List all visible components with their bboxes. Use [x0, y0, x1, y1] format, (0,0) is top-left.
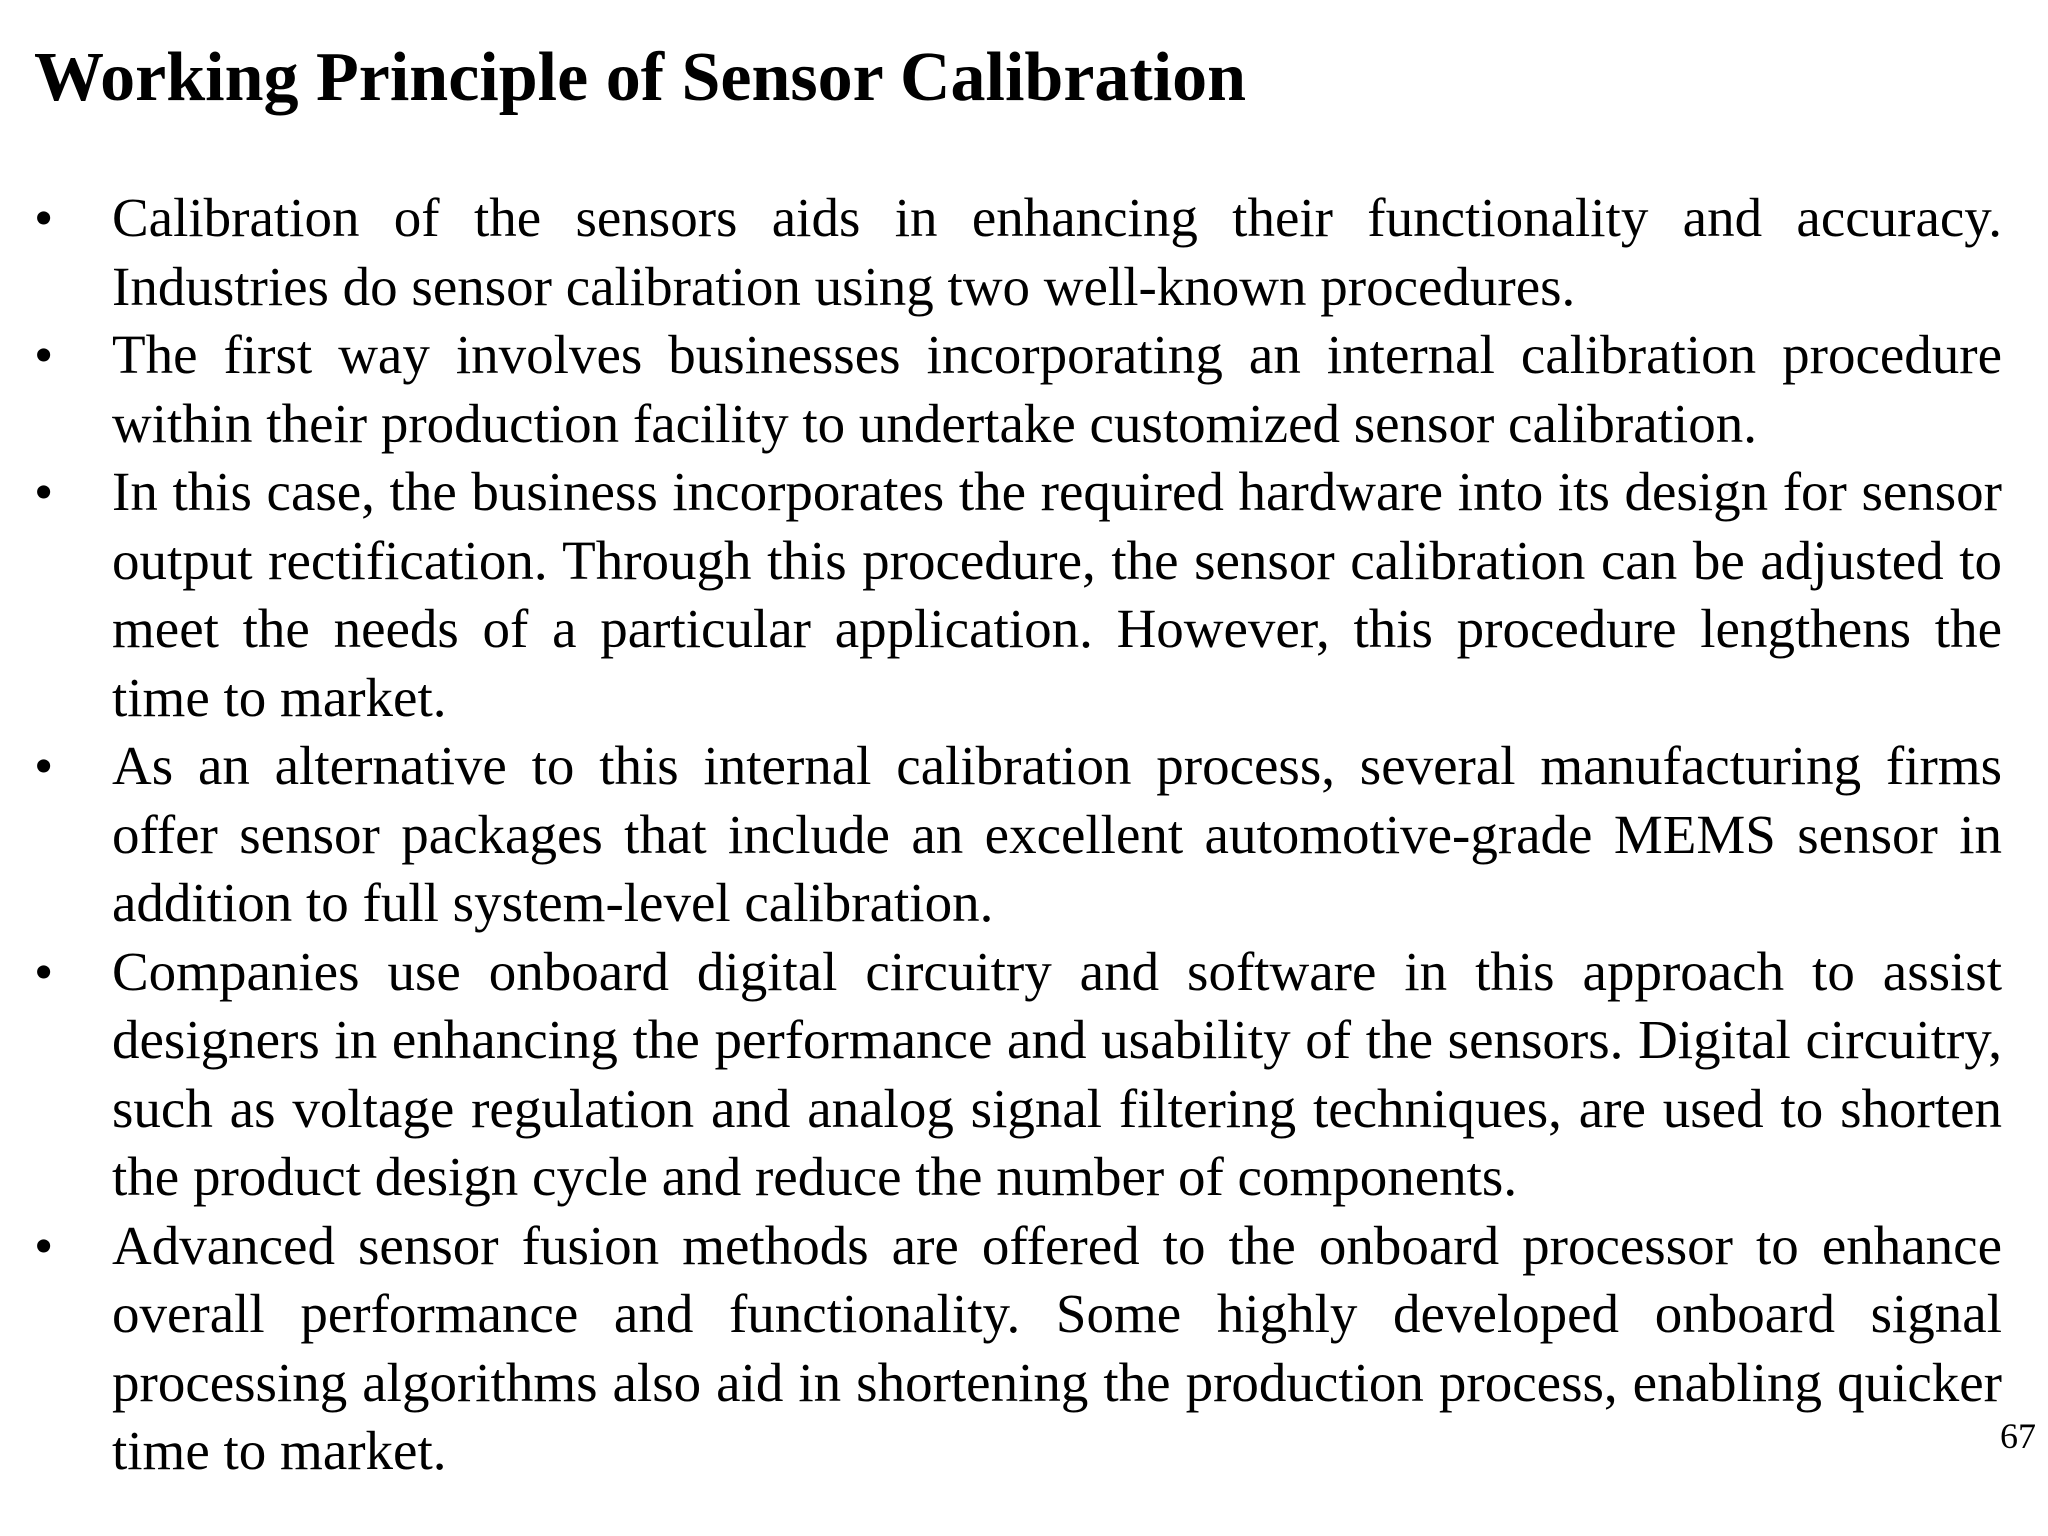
bullet-text: In this case, the business incorporates the required hardware into its design for sensor output rectification. Through this procedure, the sensor calibration can be adjusted to meet the needs of a particular application. However, this procedure lengthens the time to market.	[112, 461, 2002, 728]
bullet-item	[34, 1212, 2002, 1486]
bullet-icon: •	[34, 1214, 54, 1276]
bullet-item	[34, 184, 2002, 321]
bullet-text: As an alternative to this internal calibration process, several manufacturing firms offer sensor packages that include an excellent automotive-grade MEMS sensor in addition to full system-level calibration.	[112, 735, 2002, 933]
page-number: 67	[2000, 1416, 2036, 1456]
bullet-item	[34, 321, 2002, 458]
bullet-text: Calibration of the sensors aids in enhancing their functionality and accuracy. Industries do sensor calibration using two well-known procedures.	[112, 187, 2002, 317]
bullet-text: The first way involves businesses incorporating an internal calibration procedure within their production facility to undertake customized sensor calibration.	[112, 324, 2002, 454]
bullet-text: Companies use onboard digital circuitry and software in this approach to assist designers in enhancing the performance and usability of the sensors. Digital circuitry, such as voltage regulation and analog signal filtering techniques, are used to shorten the product design cycle and reduce the number of components.	[112, 940, 2002, 1207]
bullet-icon: •	[34, 187, 54, 248]
bullet-item	[34, 732, 2002, 938]
bullet-icon: •	[34, 324, 54, 385]
page-title: Working Principle of Sensor Calibration	[34, 39, 1247, 116]
bullet-text: Advanced sensor fusion methods are offered to the onboard processor to enhance overall performance and functionality. Some highly developed onboard signal processing algorithms also aid in shortening the production process, enabling quicker time to market.	[112, 1214, 2002, 1481]
bullet-icon: •	[34, 461, 54, 522]
bullet-icon: •	[34, 940, 54, 1002]
bullet-list	[34, 184, 2002, 1486]
bullet-icon: •	[34, 735, 54, 796]
bullet-item	[34, 938, 2002, 1212]
bullet-item	[34, 458, 2002, 732]
